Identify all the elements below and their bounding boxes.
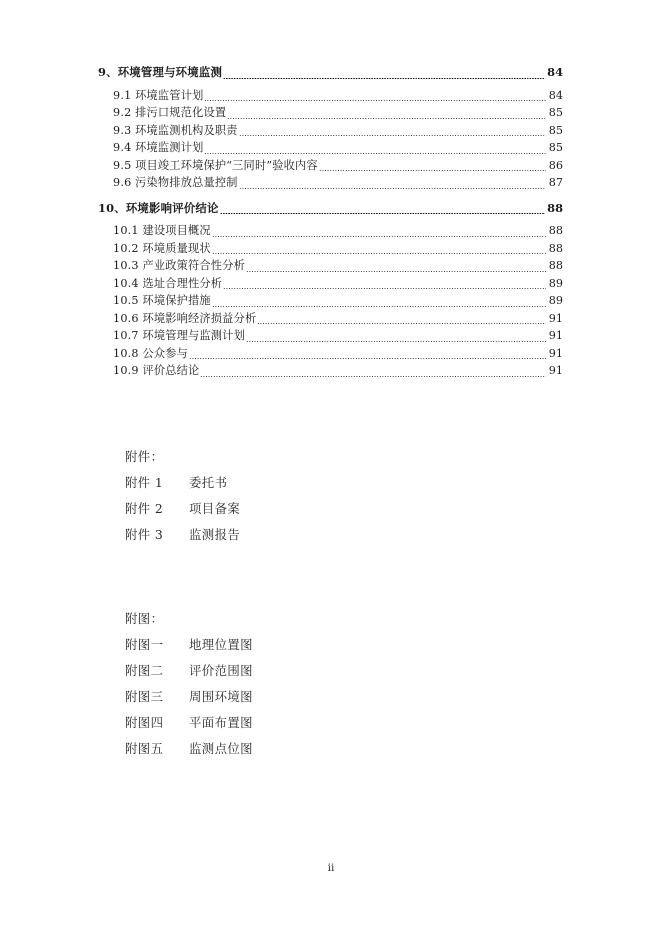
toc-entry-label: 10.3 产业政策符合性分析 — [113, 259, 245, 272]
toc-entry-label: 10.2 环境质量现状 — [113, 241, 211, 255]
toc-dot-leader — [239, 188, 546, 189]
toc-dot-leader — [227, 118, 546, 119]
toc-dot-leader — [212, 236, 546, 237]
figures-section — [125, 606, 253, 762]
toc-dot-leader — [200, 376, 546, 377]
toc-entry[interactable] — [0, 200, 662, 218]
toc-entry-label: 10.9 评价总结论 — [113, 364, 200, 377]
toc-entry-page-number: 84 — [547, 65, 563, 79]
toc-entry[interactable] — [0, 104, 662, 122]
toc-entry-page-number: 88 — [548, 241, 563, 255]
toc-dot-leader — [257, 323, 546, 324]
toc-entry-label: 9.2 排污口规范化设置 — [113, 106, 227, 119]
toc-entry[interactable] — [0, 275, 662, 293]
toc-entry-label: 9.6 污染物排放总量控制 — [113, 176, 238, 189]
figure-row-key: 附图三 — [125, 689, 164, 704]
toc-entry-page-number: 91 — [548, 364, 563, 377]
attachment-row-value: 委托书 — [189, 475, 228, 490]
figure-row — [125, 710, 253, 736]
toc-entry-label: 9、环境管理与环境监测 — [98, 65, 223, 79]
figure-row-key: 附图五 — [125, 741, 164, 756]
toc-entry-label: 10.5 环境保护措施 — [113, 294, 211, 307]
attachments-section — [125, 444, 240, 548]
toc-dot-leader — [246, 341, 546, 342]
toc-dot-leader — [223, 78, 545, 79]
toc-entry[interactable] — [0, 87, 662, 105]
toc-entry-page-number: 86 — [548, 158, 563, 172]
toc-entry[interactable] — [0, 157, 662, 175]
toc-entry[interactable] — [0, 257, 662, 275]
toc-entry-page-number: 88 — [547, 200, 563, 215]
figures-heading: 附图： — [125, 611, 164, 626]
attachment-row-value: 项目备案 — [189, 501, 241, 516]
toc-entry-label: 10.1 建设项目概况 — [113, 224, 211, 237]
toc-entry[interactable] — [0, 240, 662, 258]
figure-row-value: 平面布置图 — [189, 715, 253, 730]
toc-dot-leader — [220, 213, 546, 214]
toc-entry[interactable] — [0, 292, 662, 310]
toc-entry-page-number: 91 — [548, 311, 563, 325]
page-footer: ii — [327, 862, 335, 874]
toc-entry-label: 10、环境影响评价结论 — [98, 200, 219, 215]
figure-row-key: 附图二 — [125, 663, 164, 678]
toc-entry-page-number: 91 — [548, 346, 563, 360]
toc-dot-leader — [212, 306, 546, 307]
toc-entry-page-number: 91 — [548, 329, 563, 342]
toc-dot-leader — [239, 135, 546, 136]
figure-row-key: 附图一 — [125, 637, 164, 652]
toc-dot-leader — [223, 288, 546, 289]
toc-entry[interactable] — [0, 139, 662, 157]
figure-row-value: 地理位置图 — [189, 637, 253, 652]
attachment-row-key: 附件 2 — [125, 501, 164, 516]
toc-entry-label: 10.6 环境影响经济损益分析 — [113, 311, 257, 325]
toc-entry[interactable] — [0, 64, 662, 82]
attachment-row-key: 附件 3 — [125, 527, 164, 542]
attachment-row-value: 监测报告 — [189, 527, 241, 542]
attachment-row-key: 附件 1 — [125, 475, 164, 490]
toc-entry-label: 10.7 环境管理与监测计划 — [113, 329, 245, 342]
toc-entry-page-number: 89 — [548, 276, 563, 290]
toc-entry-page-number: 84 — [548, 88, 563, 102]
toc-entry-label: 9.5 项目竣工环境保护“三同时”验收内容 — [113, 158, 318, 172]
toc-entry-page-number: 85 — [548, 106, 563, 119]
toc-entry-label: 10.4 选址合理性分析 — [113, 276, 223, 290]
toc-entry-page-number: 87 — [548, 176, 563, 189]
toc-entry-label: 9.3 环境监测机构及职责 — [113, 123, 238, 137]
figure-row — [125, 632, 253, 658]
figure-row-value: 监测点位图 — [189, 741, 253, 756]
figure-row — [125, 684, 253, 710]
toc-entry[interactable] — [0, 122, 662, 140]
figure-row-value: 周围环境图 — [189, 689, 253, 704]
toc-entry[interactable] — [0, 222, 662, 240]
toc-dot-leader — [204, 153, 546, 154]
figure-row-value: 评价范围图 — [189, 663, 253, 678]
toc-dot-leader — [212, 253, 546, 254]
toc-entry[interactable] — [0, 327, 662, 345]
toc-entry-label: 9.1 环境监管计划 — [113, 88, 204, 102]
toc-entry[interactable] — [0, 174, 662, 192]
toc-entry-page-number: 85 — [548, 123, 563, 137]
table-of-contents — [0, 64, 662, 380]
toc-entry-page-number: 88 — [548, 259, 563, 272]
toc-entry[interactable] — [0, 345, 662, 363]
attachment-row — [125, 470, 240, 496]
toc-entry-label: 9.4 环境监测计划 — [113, 141, 204, 154]
figure-row — [125, 658, 253, 684]
toc-entry-page-number: 89 — [548, 294, 563, 307]
toc-entry[interactable] — [0, 362, 662, 380]
toc-entry-page-number: 88 — [548, 224, 563, 237]
toc-dot-leader — [319, 170, 546, 171]
toc-entry-label: 10.8 公众参与 — [113, 346, 189, 360]
figure-row-key: 附图四 — [125, 715, 164, 730]
toc-dot-leader — [189, 358, 546, 359]
attachment-row — [125, 522, 240, 548]
toc-entry-page-number: 85 — [548, 141, 563, 154]
attachment-row — [125, 496, 240, 522]
toc-entry[interactable] — [0, 310, 662, 328]
toc-dot-leader — [204, 100, 546, 101]
toc-dot-leader — [246, 271, 546, 272]
attachments-heading: 附件： — [125, 449, 164, 464]
figure-row — [125, 736, 253, 762]
